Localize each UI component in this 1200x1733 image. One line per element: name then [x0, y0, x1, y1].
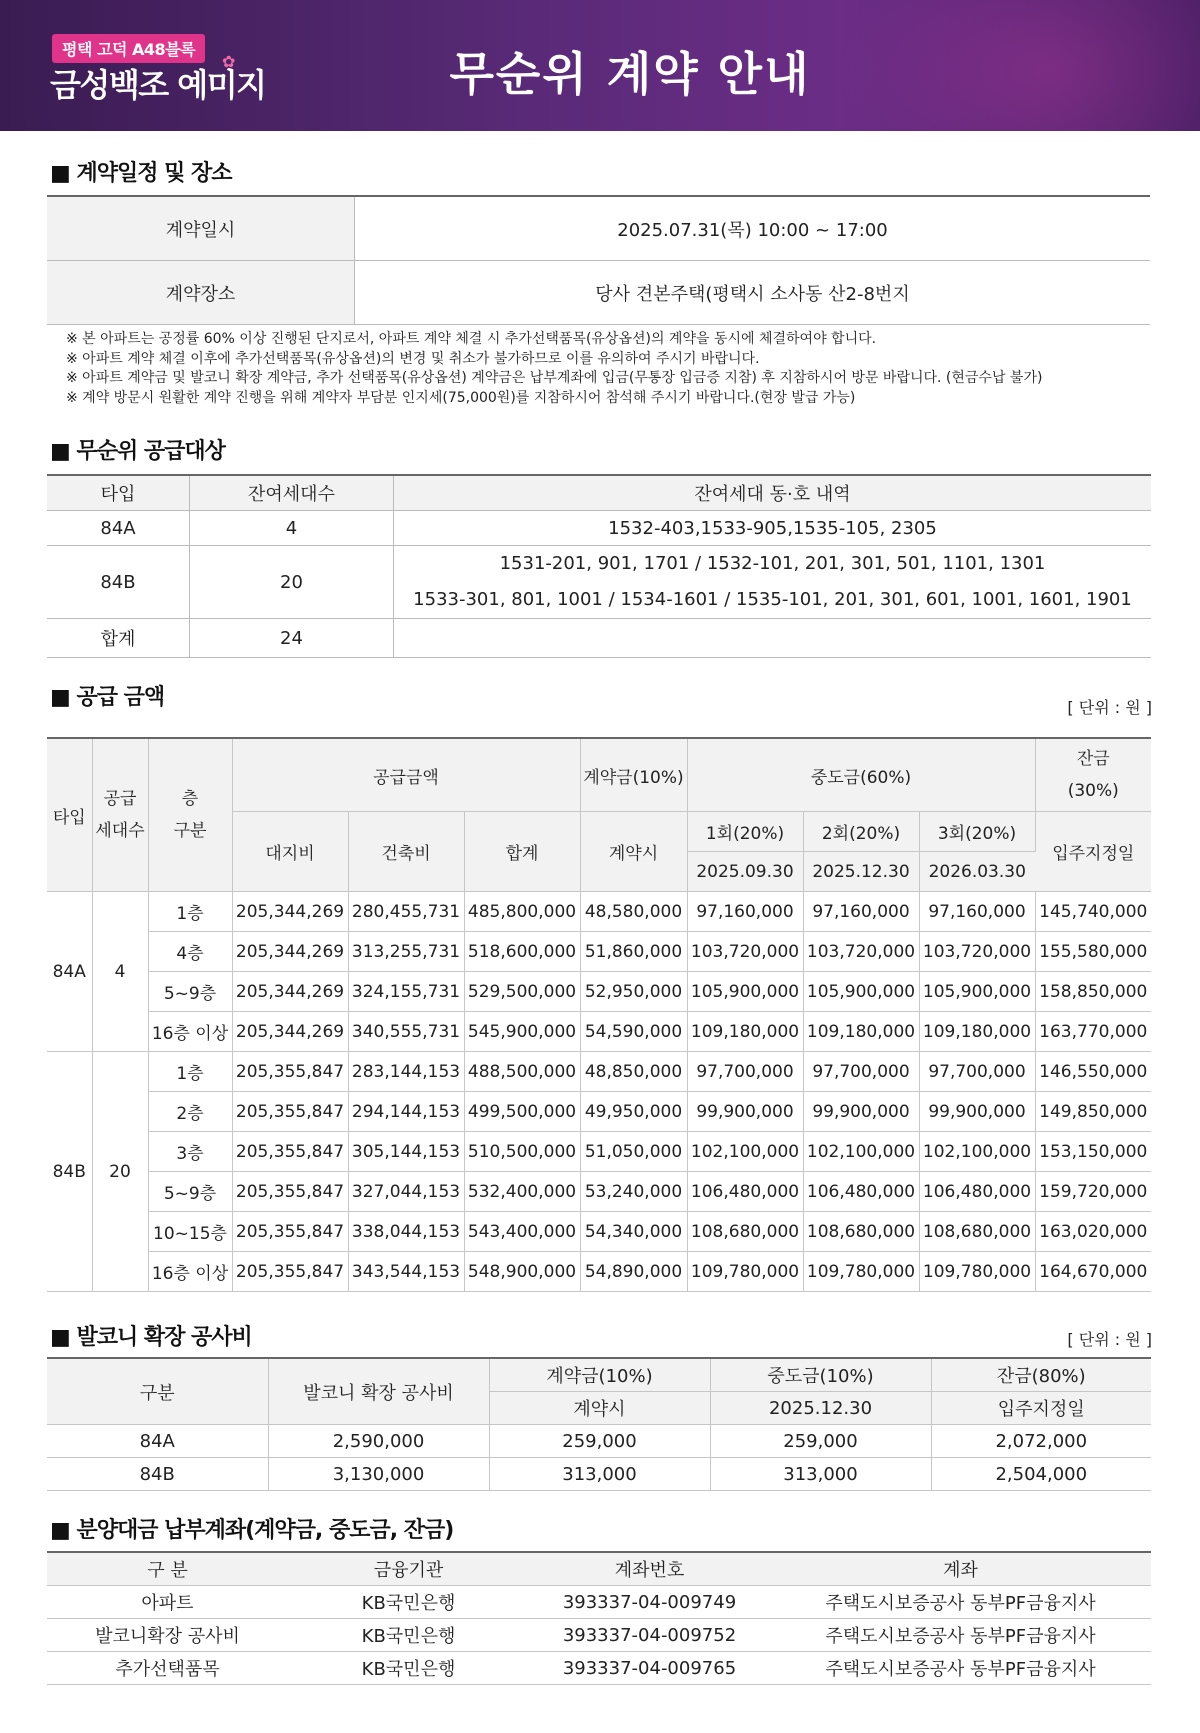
amount-cell: 294,144,153 — [348, 1092, 464, 1132]
amount-cell: 340,555,731 — [348, 1012, 464, 1052]
amount-cell: 106,480,000 — [687, 1172, 803, 1212]
detail-cell: 1532-403,1533-905,1535-105, 2305 — [394, 511, 1152, 546]
cell: 259,000 — [489, 1425, 710, 1458]
schedule-label: 계약일시 — [47, 196, 355, 261]
header-deposit-when: 계약시 — [580, 812, 687, 892]
amount-cell: 97,160,000 — [919, 892, 1035, 932]
amount-cell: 48,850,000 — [580, 1052, 687, 1092]
cell: 313,000 — [710, 1458, 931, 1491]
account-number: 393337-04-009765 — [529, 1652, 770, 1685]
amount-cell: 149,850,000 — [1035, 1092, 1151, 1132]
header-middle: 중도금(60%) — [687, 738, 1035, 812]
section-title-accounts: ■ 분양대금 납부계좌(계약금, 중도금, 잔금) — [50, 1518, 454, 1543]
header-m2-date: 2025.12.30 — [803, 852, 919, 892]
header-total: 합계 — [464, 812, 580, 892]
amount-cell: 51,050,000 — [580, 1132, 687, 1172]
section-title-balcony: ■ 발코니 확장 공사비 — [50, 1325, 252, 1350]
table-row — [47, 1012, 1151, 1052]
amount-cell: 305,144,153 — [348, 1132, 464, 1172]
count-cell: 20 — [190, 546, 394, 619]
count-cell: 4 — [190, 511, 394, 546]
table-row — [47, 1652, 1151, 1685]
floor-cell: 1층 — [148, 1052, 232, 1092]
header-supply: 공급금액 — [232, 738, 580, 812]
cell: 2,590,000 — [268, 1425, 489, 1458]
amount-cell: 109,780,000 — [803, 1252, 919, 1292]
amount-cell: 163,770,000 — [1035, 1012, 1151, 1052]
unit-label: [ 단위 : 원 ] — [1067, 698, 1152, 717]
type-cell: 84A — [47, 511, 190, 546]
table-row — [47, 1586, 1151, 1619]
amount-cell: 53,240,000 — [580, 1172, 687, 1212]
cell: 2,504,000 — [931, 1458, 1151, 1491]
header-cell: 잔여세대 동·호 내역 — [394, 475, 1152, 511]
amount-cell: 488,500,000 — [464, 1052, 580, 1092]
table-row — [47, 1619, 1151, 1652]
table-row — [47, 1092, 1151, 1132]
amount-cell: 103,720,000 — [919, 932, 1035, 972]
cell: 추가선택품목 — [47, 1652, 288, 1685]
cell: 2,072,000 — [931, 1425, 1151, 1458]
floor-cell: 16층 이상 — [148, 1252, 232, 1292]
amount-cell: 97,700,000 — [803, 1052, 919, 1092]
header-m1-date: 2025.09.30 — [687, 852, 803, 892]
table-row — [47, 1458, 1151, 1491]
header-deposit-when: 계약시 — [489, 1392, 710, 1425]
cell: 아파트 — [47, 1586, 288, 1619]
table-header-row — [47, 1552, 1151, 1586]
amount-cell: 163,020,000 — [1035, 1212, 1151, 1252]
cell: 발코니확장 공사비 — [47, 1619, 288, 1652]
amount-cell: 103,720,000 — [687, 932, 803, 972]
account-number: 393337-04-009752 — [529, 1619, 770, 1652]
table-row — [47, 196, 1150, 261]
amount-cell: 109,780,000 — [919, 1252, 1035, 1292]
amount-cell: 108,680,000 — [919, 1212, 1035, 1252]
header-balance: 잔금 (30%) — [1035, 738, 1151, 812]
amount-cell: 485,800,000 — [464, 892, 580, 932]
amount-cell: 108,680,000 — [803, 1212, 919, 1252]
header-cell: 계좌 — [770, 1552, 1151, 1586]
floor-cell: 16층 이상 — [148, 1012, 232, 1052]
amount-cell: 280,455,731 — [348, 892, 464, 932]
header-building: 건축비 — [348, 812, 464, 892]
header-type: 타입 — [47, 738, 92, 892]
brand-logo: 금성백조 예미지 — [50, 66, 266, 104]
flower-icon: ✿ — [222, 52, 236, 71]
amount-cell: 158,850,000 — [1035, 972, 1151, 1012]
amount-cell: 510,500,000 — [464, 1132, 580, 1172]
cell: 주택도시보증공사 동부PF금융지사 — [770, 1652, 1151, 1685]
amount-cell: 54,890,000 — [580, 1252, 687, 1292]
header-deposit: 계약금(10%) — [489, 1358, 710, 1392]
amount-cell: 205,355,847 — [232, 1092, 348, 1132]
header-m3: 3회(20%) — [919, 812, 1035, 852]
amount-cell: 529,500,000 — [464, 972, 580, 1012]
amount-cell: 543,400,000 — [464, 1212, 580, 1252]
note-item: ※ 아파트 계약 체결 이후에 추가선택품목(유상옵션)의 변경 및 취소가 불가하므로 이를 유의하여 주시기 바랍니다. — [66, 350, 760, 367]
balcony-table — [47, 1357, 1151, 1491]
amount-cell: 548,900,000 — [464, 1252, 580, 1292]
place-value: 당사 견본주택(평택시 소사동 산2-8번지 — [355, 261, 1151, 325]
amount-cell: 105,900,000 — [803, 972, 919, 1012]
count-cell: 24 — [190, 619, 394, 658]
amount-cell: 102,100,000 — [919, 1132, 1035, 1172]
header-middle-when: 2025.12.30 — [710, 1392, 931, 1425]
amount-cell: 205,344,269 — [232, 972, 348, 1012]
cell: 84A — [47, 1425, 268, 1458]
cell: 3,130,000 — [268, 1458, 489, 1491]
table-row — [47, 546, 1151, 619]
amount-cell: 103,720,000 — [803, 932, 919, 972]
table-row — [47, 511, 1151, 546]
amount-cell: 205,355,847 — [232, 1132, 348, 1172]
floor-cell: 3층 — [148, 1132, 232, 1172]
header-land: 대지비 — [232, 812, 348, 892]
amount-cell: 106,480,000 — [803, 1172, 919, 1212]
table-row — [47, 1052, 1151, 1092]
amount-cell: 283,144,153 — [348, 1052, 464, 1092]
amount-cell: 49,950,000 — [580, 1092, 687, 1132]
table-header-row — [47, 738, 1151, 812]
amount-cell: 545,900,000 — [464, 1012, 580, 1052]
amount-cell: 343,544,153 — [348, 1252, 464, 1292]
amount-cell: 518,600,000 — [464, 932, 580, 972]
amount-cell: 51,860,000 — [580, 932, 687, 972]
note-item: ※ 아파트 계약금 및 발코니 확장 계약금, 추가 선택품목(유상옵션) 계약금은 납부계좌에 입금(무통장 입금증 지참) 후 지참하시어 방문 바랍니다. (현금수납 불가) — [66, 370, 1043, 386]
header-cell: 금융기관 — [288, 1552, 529, 1586]
amount-cell: 327,044,153 — [348, 1172, 464, 1212]
price-body — [47, 892, 1151, 1292]
cell: 313,000 — [489, 1458, 710, 1491]
table-row — [47, 1172, 1151, 1212]
header-m1: 1회(20%) — [687, 812, 803, 852]
amount-cell: 52,950,000 — [580, 972, 687, 1012]
price-table — [47, 737, 1151, 1292]
amount-cell: 313,255,731 — [348, 932, 464, 972]
amount-cell: 145,740,000 — [1035, 892, 1151, 932]
type-cell: 84B — [47, 546, 190, 619]
table-row — [47, 1425, 1151, 1458]
table-row — [47, 619, 1151, 658]
detail-line: 1533-301, 801, 1001 / 1534-1601 / 1535-101, 201, 301, 601, 1001, 1601, 1901 — [413, 589, 1132, 610]
amount-cell: 99,900,000 — [919, 1092, 1035, 1132]
header-m2: 2회(20%) — [803, 812, 919, 852]
page-title: 무순위 계약 안내 — [449, 47, 811, 101]
amount-cell: 97,160,000 — [687, 892, 803, 932]
table-row — [47, 1252, 1151, 1292]
table-header-row — [47, 475, 1151, 511]
floor-cell: 10~15층 — [148, 1212, 232, 1252]
header-m3-date: 2026.03.30 — [919, 852, 1035, 892]
amount-cell: 109,780,000 — [687, 1252, 803, 1292]
amount-cell: 205,355,847 — [232, 1212, 348, 1252]
floor-cell: 5~9층 — [148, 972, 232, 1012]
header-balance-when: 입주지정일 — [931, 1392, 1151, 1425]
section-title-schedule: ■ 계약일정 및 장소 — [50, 161, 232, 186]
amount-cell: 54,590,000 — [580, 1012, 687, 1052]
schedule-table — [47, 195, 1150, 325]
amount-cell: 109,180,000 — [687, 1012, 803, 1052]
amount-cell: 99,900,000 — [803, 1092, 919, 1132]
table-row — [47, 972, 1151, 1012]
cell: 84B — [47, 1458, 268, 1491]
unit-label: [ 단위 : 원 ] — [1067, 1330, 1152, 1349]
amount-cell: 108,680,000 — [687, 1212, 803, 1252]
supply-target-table — [47, 474, 1151, 658]
type-cell: 합계 — [47, 619, 190, 658]
amount-cell: 153,150,000 — [1035, 1132, 1151, 1172]
header-cell: 타입 — [47, 475, 190, 511]
amount-cell: 146,550,000 — [1035, 1052, 1151, 1092]
table-row — [47, 932, 1151, 972]
amount-cell: 532,400,000 — [464, 1172, 580, 1212]
header-households: 공급 세대수 — [92, 738, 148, 892]
table-row — [47, 261, 1150, 325]
header-cost: 발코니 확장 공사비 — [268, 1358, 489, 1425]
cell: 주택도시보증공사 동부PF금융지사 — [770, 1586, 1151, 1619]
header-cell: 계좌번호 — [529, 1552, 770, 1586]
notes-list — [66, 330, 1042, 408]
cell: 259,000 — [710, 1425, 931, 1458]
amount-cell: 99,900,000 — [687, 1092, 803, 1132]
note-item: ※ 본 아파트는 공정률 60% 이상 진행된 단지로서, 아파트 계약 체결 시 추가선택품목(유상옵션)의 계약을 동시에 체결하여야 합니다. — [66, 331, 877, 347]
place-label: 계약장소 — [47, 261, 355, 325]
header-floor: 층 구분 — [148, 738, 232, 892]
households-cell: 20 — [92, 1052, 148, 1292]
amount-cell: 164,670,000 — [1035, 1252, 1151, 1292]
amount-cell: 205,344,269 — [232, 1012, 348, 1052]
amount-cell: 205,355,847 — [232, 1052, 348, 1092]
table-header-row — [47, 1358, 1151, 1392]
amount-cell: 105,900,000 — [919, 972, 1035, 1012]
table-row — [47, 892, 1151, 932]
cell: KB국민은행 — [288, 1652, 529, 1685]
header-deposit: 계약금(10%) — [580, 738, 687, 812]
cell: KB국민은행 — [288, 1586, 529, 1619]
amount-cell: 102,100,000 — [687, 1132, 803, 1172]
header-cell: 구 분 — [47, 1552, 288, 1586]
amount-cell: 159,720,000 — [1035, 1172, 1151, 1212]
floor-cell: 4층 — [148, 932, 232, 972]
floor-cell: 1층 — [148, 892, 232, 932]
cell: KB국민은행 — [288, 1619, 529, 1652]
amount-cell: 102,100,000 — [803, 1132, 919, 1172]
amount-cell: 97,700,000 — [919, 1052, 1035, 1092]
amount-cell: 97,700,000 — [687, 1052, 803, 1092]
section-title-price: ■ 공급 금액 — [50, 685, 165, 710]
header-cell: 잔여세대수 — [190, 475, 394, 511]
amount-cell: 106,480,000 — [919, 1172, 1035, 1212]
floor-cell: 2층 — [148, 1092, 232, 1132]
detail-line: 1531-201, 901, 1701 / 1532-101, 201, 301, 501, 1101, 1301 — [499, 553, 1046, 574]
amount-cell: 48,580,000 — [580, 892, 687, 932]
header-balance-when: 입주지정일 — [1035, 812, 1151, 892]
amount-cell: 324,155,731 — [348, 972, 464, 1012]
type-cell: 84B — [47, 1052, 92, 1292]
schedule-value: 2025.07.31(목) 10:00 ~ 17:00 — [355, 196, 1151, 261]
amount-cell: 109,180,000 — [803, 1012, 919, 1052]
table-row — [47, 1212, 1151, 1252]
type-cell: 84A — [47, 892, 92, 1052]
amount-cell: 155,580,000 — [1035, 932, 1151, 972]
households-cell: 4 — [92, 892, 148, 1052]
amount-cell: 205,344,269 — [232, 892, 348, 932]
floor-cell: 5~9층 — [148, 1172, 232, 1212]
amount-cell: 105,900,000 — [687, 972, 803, 1012]
table-row — [47, 1132, 1151, 1172]
amount-cell: 205,344,269 — [232, 932, 348, 972]
header-balance: 잔금(80%) — [931, 1358, 1151, 1392]
cell: 주택도시보증공사 동부PF금융지사 — [770, 1619, 1151, 1652]
section-title-supply-target: ■ 무순위 공급대상 — [50, 439, 225, 464]
account-number: 393337-04-009749 — [529, 1586, 770, 1619]
header-banner — [0, 0, 1200, 131]
amount-cell: 499,500,000 — [464, 1092, 580, 1132]
account-table — [47, 1551, 1151, 1685]
note-item: ※ 계약 방문시 원활한 계약 진행을 위해 계약자 부담분 인지세(75,000원)를 지참하시어 참석해 주시기 바랍니다.(현장 발급 가능) — [66, 389, 856, 406]
amount-cell: 97,160,000 — [803, 892, 919, 932]
header-category: 구분 — [47, 1358, 268, 1425]
header-middle: 중도금(10%) — [710, 1358, 931, 1392]
amount-cell: 338,044,153 — [348, 1212, 464, 1252]
logo-badge: 평택 고덕 A48블록 — [52, 34, 205, 63]
amount-cell: 109,180,000 — [919, 1012, 1035, 1052]
amount-cell: 54,340,000 — [580, 1212, 687, 1252]
amount-cell: 205,355,847 — [232, 1172, 348, 1212]
detail-cell — [394, 546, 1152, 619]
amount-cell: 205,355,847 — [232, 1252, 348, 1292]
detail-cell — [394, 619, 1152, 658]
